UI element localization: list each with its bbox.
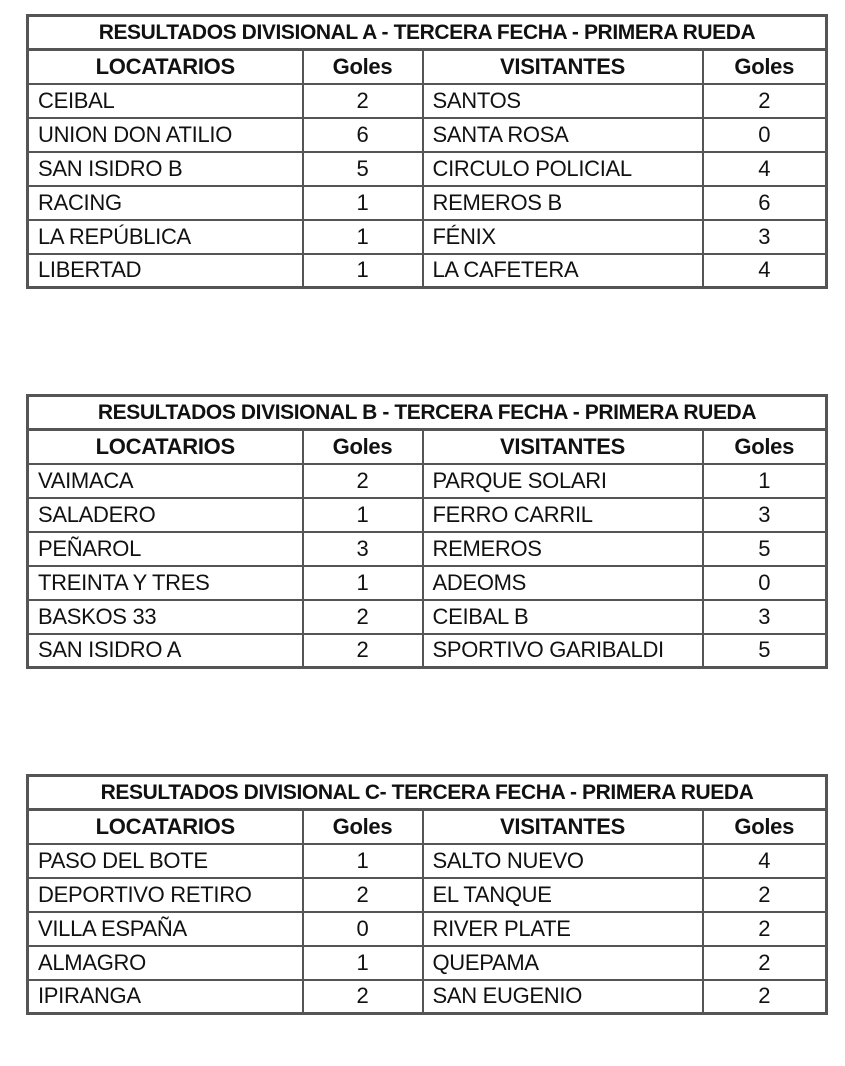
home-team: LIBERTAD [28, 254, 303, 288]
home-team: SAN ISIDRO B [28, 152, 303, 186]
table-row [28, 844, 827, 878]
away-team: SAN EUGENIO [423, 980, 703, 1014]
home-team: PASO DEL BOTE [28, 844, 303, 878]
home-goals: 1 [303, 566, 423, 600]
table-row [28, 912, 827, 946]
table-row [28, 498, 827, 532]
away-team: FÉNIX [423, 220, 703, 254]
home-team: IPIRANGA [28, 980, 303, 1014]
home-team: TREINTA Y TRES [28, 566, 303, 600]
home-team: VAIMACA [28, 464, 303, 498]
results-table-divisional-b [26, 394, 828, 669]
column-header-away: VISITANTES [423, 50, 703, 84]
table-row [28, 634, 827, 668]
table-row [28, 220, 827, 254]
home-goals: 2 [303, 634, 423, 668]
home-team: CEIBAL [28, 84, 303, 118]
home-team: PEÑAROL [28, 532, 303, 566]
home-team: BASKOS 33 [28, 600, 303, 634]
table-row [28, 118, 827, 152]
away-team: EL TANQUE [423, 878, 703, 912]
home-goals: 1 [303, 220, 423, 254]
column-header-home-goals: Goles [303, 50, 423, 84]
results-table-divisional-c [26, 774, 828, 1015]
home-goals: 2 [303, 464, 423, 498]
home-goals: 2 [303, 600, 423, 634]
away-goals: 0 [703, 566, 827, 600]
table-title: RESULTADOS DIVISIONAL C- TERCERA FECHA - PRIMERA RUEDA [28, 776, 827, 810]
home-goals: 1 [303, 844, 423, 878]
home-goals: 2 [303, 84, 423, 118]
column-header-home-goals: Goles [303, 430, 423, 464]
home-team: UNION DON ATILIO [28, 118, 303, 152]
home-goals: 1 [303, 946, 423, 980]
home-goals: 1 [303, 186, 423, 220]
table-row [28, 464, 827, 498]
away-team: FERRO CARRIL [423, 498, 703, 532]
away-team: CIRCULO POLICIAL [423, 152, 703, 186]
table-row [28, 946, 827, 980]
away-goals: 4 [703, 152, 827, 186]
away-goals: 2 [703, 912, 827, 946]
home-goals: 1 [303, 254, 423, 288]
column-header-away: VISITANTES [423, 430, 703, 464]
home-team: DEPORTIVO RETIRO [28, 878, 303, 912]
away-team: ADEOMS [423, 566, 703, 600]
column-header-away: VISITANTES [423, 810, 703, 844]
column-header-home: LOCATARIOS [28, 810, 303, 844]
table-title: RESULTADOS DIVISIONAL B - TERCERA FECHA - PRIMERA RUEDA [28, 396, 827, 430]
away-goals: 2 [703, 84, 827, 118]
away-team: PARQUE SOLARI [423, 464, 703, 498]
away-goals: 2 [703, 980, 827, 1014]
away-goals: 0 [703, 118, 827, 152]
home-team: RACING [28, 186, 303, 220]
away-team: CEIBAL B [423, 600, 703, 634]
away-team: SANTA ROSA [423, 118, 703, 152]
away-team: QUEPAMA [423, 946, 703, 980]
away-team: REMEROS [423, 532, 703, 566]
home-goals: 3 [303, 532, 423, 566]
table-row [28, 84, 827, 118]
away-team: RIVER PLATE [423, 912, 703, 946]
home-team: ALMAGRO [28, 946, 303, 980]
away-goals: 6 [703, 186, 827, 220]
away-goals: 5 [703, 532, 827, 566]
results-table-divisional-a [26, 14, 828, 289]
home-goals: 5 [303, 152, 423, 186]
away-goals: 2 [703, 946, 827, 980]
away-team: SPORTIVO GARIBALDI [423, 634, 703, 668]
away-goals: 4 [703, 254, 827, 288]
table-row [28, 878, 827, 912]
home-goals: 2 [303, 878, 423, 912]
away-goals: 4 [703, 844, 827, 878]
away-goals: 1 [703, 464, 827, 498]
table-row [28, 980, 827, 1014]
away-goals: 5 [703, 634, 827, 668]
away-goals: 2 [703, 878, 827, 912]
home-team: LA REPÚBLICA [28, 220, 303, 254]
away-goals: 3 [703, 498, 827, 532]
away-team: SANTOS [423, 84, 703, 118]
table-title: RESULTADOS DIVISIONAL A - TERCERA FECHA - PRIMERA RUEDA [28, 16, 827, 50]
home-goals: 1 [303, 498, 423, 532]
column-header-home-goals: Goles [303, 810, 423, 844]
home-team: SAN ISIDRO A [28, 634, 303, 668]
home-goals: 0 [303, 912, 423, 946]
table-row [28, 566, 827, 600]
away-goals: 3 [703, 600, 827, 634]
column-header-away-goals: Goles [703, 50, 827, 84]
home-goals: 2 [303, 980, 423, 1014]
away-team: REMEROS B [423, 186, 703, 220]
away-goals: 3 [703, 220, 827, 254]
away-team: LA CAFETERA [423, 254, 703, 288]
table-row [28, 186, 827, 220]
table-row [28, 254, 827, 288]
home-team: SALADERO [28, 498, 303, 532]
column-header-away-goals: Goles [703, 430, 827, 464]
home-goals: 6 [303, 118, 423, 152]
table-row [28, 152, 827, 186]
column-header-home: LOCATARIOS [28, 430, 303, 464]
home-team: VILLA ESPAÑA [28, 912, 303, 946]
table-row [28, 600, 827, 634]
column-header-home: LOCATARIOS [28, 50, 303, 84]
away-team: SALTO NUEVO [423, 844, 703, 878]
column-header-away-goals: Goles [703, 810, 827, 844]
table-row [28, 532, 827, 566]
